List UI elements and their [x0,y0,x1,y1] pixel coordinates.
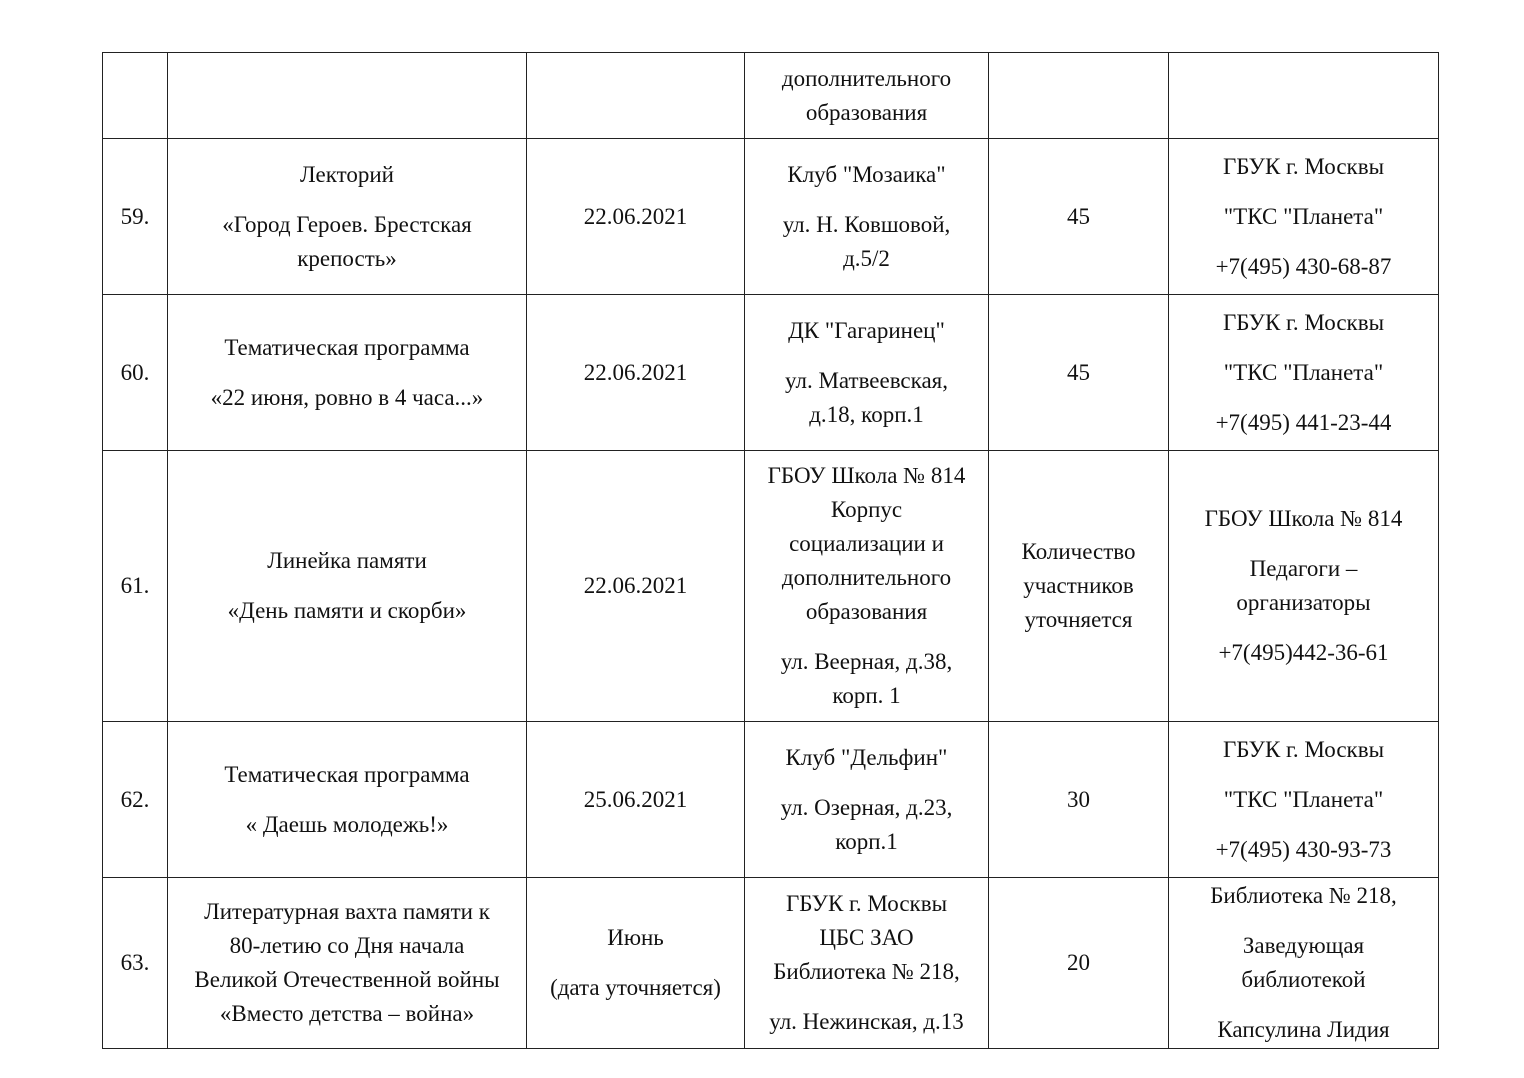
place-line: корп.1 [835,828,898,854]
place-line: ГБУК г. Москвы [785,891,948,916]
table-row-continuation [103,53,1439,139]
place-line: ул. Н. Ковшовой, [782,211,951,237]
place-line: ДК "Гагаринец" [788,317,945,343]
cell-name [168,139,527,295]
cell-date: 22.06.2021 [527,451,745,722]
place-line: образования [805,599,928,624]
org-line: "ТКС "Планета" [1223,359,1384,385]
count-line: Количество [1021,539,1136,564]
name-line: «Город Героев. Брестская [222,211,472,237]
org-line: +7(495) 430-68-87 [1215,253,1392,279]
count-line: участников [1023,573,1134,598]
place-line: Корпус [830,497,903,522]
org-line: "ТКС "Планета" [1223,786,1384,812]
cell-place [745,451,989,722]
place-line: Клуб "Мозаика" [787,161,946,187]
place-line: Библиотека № 218, [773,959,960,984]
date-line: (дата уточняется) [550,975,721,1000]
cell-name [168,295,527,451]
cell-num: 60. [103,295,168,451]
cell-org [1169,451,1439,722]
org-line: ГБОУ Школа № 814 [1204,506,1403,531]
cell-place [745,295,989,451]
name-line: «День памяти и скорби» [227,598,467,623]
name-line: «22 июня, ровно в 4 часа...» [210,384,484,410]
cell-count: 20 [989,878,1169,1049]
org-line: +7(495) 430-93-73 [1215,836,1392,862]
cell-count: 30 [989,722,1169,878]
cell-date [527,53,745,139]
cell-count: 45 [989,139,1169,295]
cell-date: 22.06.2021 [527,139,745,295]
cell-org [1169,722,1439,878]
cell-count [989,53,1169,139]
org-line: ГБУК г. Москвы [1222,153,1385,179]
cell-name [168,878,527,1049]
date-line: Июнь [607,925,664,950]
cell-num: 59. [103,139,168,295]
name-line: Лекторий [300,161,394,187]
org-line: Капсулина Лидия [1217,1017,1390,1042]
place-line: ул. Нежинская, д.13 [769,1009,964,1034]
place-line: ул. Матвеевская, [784,367,949,393]
table-row [103,139,1439,295]
org-line: "ТКС "Планета" [1223,203,1384,229]
org-line: +7(495) 441-23-44 [1215,409,1392,435]
name-line: «Вместо детства – война» [219,1001,475,1026]
cell-place [745,722,989,878]
cell-num: 63. [103,878,168,1049]
count-line: уточняется [1024,607,1133,632]
cell-date [527,878,745,1049]
name-line: « Даешь молодежь!» [245,811,449,837]
org-line: +7(495)442-36-61 [1218,640,1389,665]
place-line: ЦБС ЗАО [819,925,914,950]
place-line: корп. 1 [832,683,901,708]
place-line: ул. Веерная, д.38, [780,649,953,674]
place-line: дополнительного [781,565,952,590]
events-table [102,52,1439,1049]
cell-place [745,53,989,139]
org-line: ГБУК г. Москвы [1222,736,1385,762]
place-line: ул. Озерная, д.23, [780,794,953,820]
cell-name [168,722,527,878]
cell-date: 25.06.2021 [527,722,745,878]
name-line: Великой Отечественной войны [194,967,500,992]
name-line: Тематическая программа [224,761,470,787]
name-line: 80-летию со Дня начала [229,933,465,958]
org-line: Заведующая [1242,933,1365,958]
place-line: Клуб "Дельфин" [785,744,948,770]
place-line: ГБОУ Школа № 814 [767,463,966,488]
cell-org [1169,53,1439,139]
org-line: библиотекой [1241,967,1366,992]
place-line: образования [805,99,928,125]
table-row [103,295,1439,451]
cell-count [989,451,1169,722]
cell-num [103,53,168,139]
cell-num: 61. [103,451,168,722]
table-row [103,722,1439,878]
cell-name [168,53,527,139]
place-line: д.5/2 [843,245,890,271]
table-row [103,878,1439,1049]
cell-place [745,878,989,1049]
org-line: организаторы [1236,590,1371,615]
place-line: д.18, корп.1 [809,401,924,427]
name-line: Тематическая программа [224,334,470,360]
cell-count: 45 [989,295,1169,451]
place-line: социализации и [789,531,944,556]
org-line: Педагоги – [1249,556,1358,581]
place-line: дополнительного [781,65,952,91]
cell-date: 22.06.2021 [527,295,745,451]
cell-org [1169,878,1439,1049]
org-line: ГБУК г. Москвы [1222,309,1385,335]
table-row [103,451,1439,722]
cell-org [1169,295,1439,451]
cell-num: 62. [103,722,168,878]
org-line: Библиотека № 218, [1210,883,1397,908]
name-line: Литературная вахта памяти к [204,899,490,924]
cell-name [168,451,527,722]
name-line: крепость» [297,245,397,271]
cell-org [1169,139,1439,295]
name-line: Линейка памяти [267,548,427,573]
cell-place [745,139,989,295]
